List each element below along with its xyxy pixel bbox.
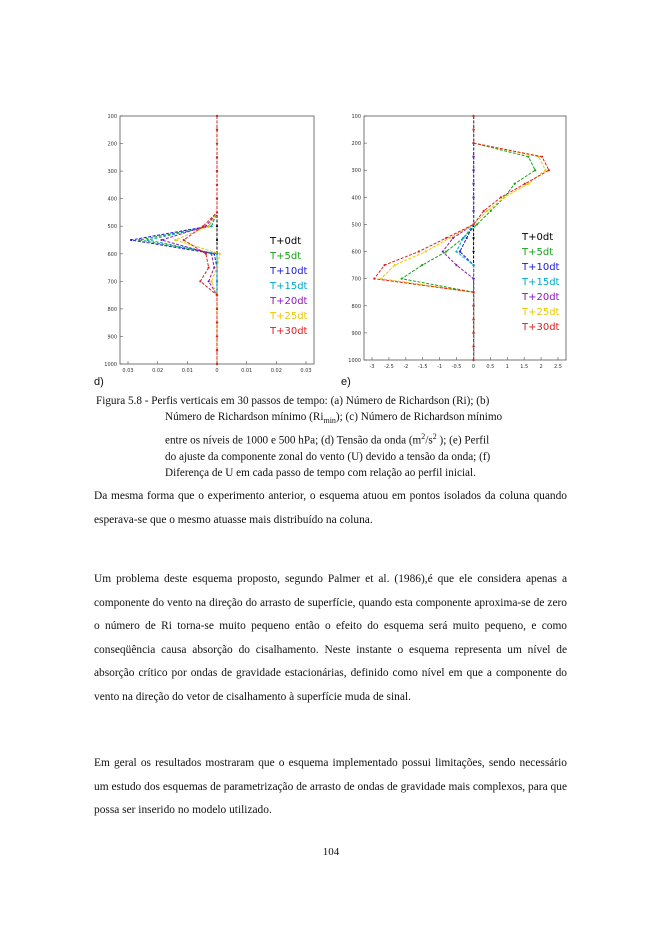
caption-line-2: Número de Richardson mínimo $(Ri_{min})$; (c) Número de Richardson mínimo xyxy=(165,411,503,426)
series-point xyxy=(472,115,474,117)
series-point xyxy=(442,250,444,252)
series-point xyxy=(472,237,474,239)
series-point xyxy=(425,250,427,252)
series-point xyxy=(421,264,423,266)
series-point xyxy=(472,359,474,361)
series-point xyxy=(483,210,485,212)
series-point xyxy=(445,237,447,239)
series-point xyxy=(500,196,502,198)
series-point xyxy=(216,308,218,310)
legend-entry: T+25dt xyxy=(270,311,308,322)
legend-entry: T+15dt xyxy=(522,277,560,288)
y-tick-label: 600 xyxy=(351,249,361,256)
series-point xyxy=(448,237,450,239)
x-tick-label: -2 xyxy=(403,364,409,370)
series-point xyxy=(174,239,176,241)
series-point xyxy=(534,169,536,171)
series-point xyxy=(527,183,529,185)
series-point xyxy=(455,250,457,252)
series-point xyxy=(216,198,218,200)
series-point xyxy=(445,250,447,252)
series-point xyxy=(216,322,218,324)
series-point xyxy=(216,184,218,186)
series-point xyxy=(208,266,210,268)
series-point xyxy=(472,196,474,198)
y-tick-label: 100 xyxy=(107,114,117,120)
y-tick-label: 300 xyxy=(107,169,117,176)
x-tick-label: 0.5 xyxy=(486,364,495,370)
x-tick-label: -1.5 xyxy=(417,364,428,370)
series-point xyxy=(472,142,474,144)
series-point xyxy=(373,278,375,280)
series-point xyxy=(216,225,218,227)
x-tick-label: 0 xyxy=(215,368,219,374)
legend-entry: T+20dt xyxy=(522,292,560,303)
series-point xyxy=(527,156,529,158)
series-point xyxy=(130,239,132,241)
panel-label-e: e) xyxy=(341,376,351,388)
series-line xyxy=(139,116,217,364)
x-tick-label: 0.03 xyxy=(122,368,134,374)
y-tick-label: 500 xyxy=(351,222,361,229)
legend-entry: T+15dt xyxy=(270,281,308,292)
series-point xyxy=(472,305,474,307)
series-line xyxy=(162,116,217,364)
y-tick-label: 600 xyxy=(107,251,117,258)
figure-caption xyxy=(96,393,576,481)
series-point xyxy=(472,223,474,225)
legend-entry: T+5dt xyxy=(270,251,302,262)
series-point xyxy=(219,253,221,255)
series-point xyxy=(548,169,550,171)
series-point xyxy=(452,237,454,239)
series-point xyxy=(472,291,474,293)
x-tick-label: 0.01 xyxy=(241,368,253,374)
caption-first-line: Figura 5.8 - Perfis verticais em 30 passos de tempo: (a) Número de Richardson (Ri); (b) xyxy=(96,395,490,407)
series-line xyxy=(443,116,474,360)
y-tick-label: 800 xyxy=(351,303,361,310)
series-point xyxy=(199,280,201,282)
series-point xyxy=(472,332,474,334)
x-tick-label: -1 xyxy=(437,364,443,370)
x-tick-label: 2 xyxy=(539,364,543,370)
paragraph-3: Em geral os resultados mostraram que o esquema implementado possui limitações, sendo necessário um estudo dos esquemas de parametrização de arrasto de ondas de gravidade mais complexos, para que possa ser inserido no modelo utilizado. xyxy=(94,757,567,816)
chart-d-svg xyxy=(94,108,322,380)
series-point xyxy=(216,115,218,117)
x-tick-label: 1.5 xyxy=(520,364,529,370)
y-tick-label: 900 xyxy=(107,334,117,341)
series-point xyxy=(466,237,468,239)
y-tick-label: 200 xyxy=(107,141,117,148)
series-point xyxy=(216,142,218,144)
series-point xyxy=(490,210,492,212)
x-tick-label: 1 xyxy=(505,364,509,370)
series-line xyxy=(131,116,217,364)
series-point xyxy=(472,250,474,252)
series-point xyxy=(401,278,403,280)
page-number: 104 xyxy=(322,846,340,858)
series-point xyxy=(147,239,149,241)
series-point xyxy=(208,280,210,282)
y-tick-label: 900 xyxy=(351,330,361,337)
series-point xyxy=(160,239,162,241)
series-point xyxy=(216,211,218,213)
series-point xyxy=(544,169,546,171)
series-point xyxy=(472,318,474,320)
paragraph-2: Um problema deste esquema proposto, segundo Palmer et al. (1986),é que ele considera apenas a componente do vento na direção do arrasto de superfície, quando esta componente aproxima-se de zero o número de Ri torna-se muito pequeno então o efeito do esquema será muito pequeno, e como conseqüência causa absorção do cisalhamento. Neste instante o esquema representa um nível de absorção crítico por ondas de gravidade estacionárias, definido como nível em que a componente do vento na direção do vetor de cisalhamento à superfície muda de sinal. xyxy=(94,573,567,703)
series-point xyxy=(472,210,474,212)
y-tick-label: 400 xyxy=(351,195,361,202)
series-point xyxy=(210,253,212,255)
chart-e xyxy=(338,108,574,380)
chart-e-svg xyxy=(338,108,574,380)
x-tick-label: -2.5 xyxy=(384,364,394,370)
legend-entry: T+25dt xyxy=(522,307,560,318)
legend-entry: T+10dt xyxy=(270,266,308,277)
series-point xyxy=(216,266,218,268)
x-tick-label: 0.03 xyxy=(300,368,312,374)
series-point xyxy=(541,156,543,158)
series-point xyxy=(216,170,218,172)
series-point xyxy=(514,183,516,185)
y-tick-label: 1000 xyxy=(104,362,117,368)
series-point xyxy=(472,345,474,347)
series-point xyxy=(418,250,420,252)
x-tick-label: -0.5 xyxy=(451,364,462,370)
series-line xyxy=(402,116,536,360)
series-point xyxy=(476,223,478,225)
legend-entry: T+0dt xyxy=(270,236,302,247)
series-point xyxy=(205,253,207,255)
y-tick-label: 200 xyxy=(351,141,361,148)
series-point xyxy=(459,250,461,252)
series-point xyxy=(216,129,218,131)
caption-line-5: Diferença de U em cada passo de tempo com relação ao perfil inicial. xyxy=(165,466,476,479)
series-line xyxy=(175,116,219,364)
series-point xyxy=(216,156,218,158)
series-point xyxy=(472,128,474,130)
legend-entry: T+20dt xyxy=(270,296,308,307)
series-point xyxy=(208,225,210,227)
series-point xyxy=(524,183,526,185)
series-point xyxy=(472,264,474,266)
y-tick-label: 100 xyxy=(351,114,361,120)
y-tick-label: 500 xyxy=(107,224,117,231)
y-tick-label: 800 xyxy=(107,306,117,313)
series-point xyxy=(210,225,212,227)
series-point xyxy=(455,264,457,266)
y-tick-label: 700 xyxy=(351,276,361,283)
legend-entry: T+5dt xyxy=(522,247,554,258)
series-point xyxy=(383,264,385,266)
series-point xyxy=(213,266,215,268)
legend-entry: T+30dt xyxy=(270,326,308,337)
series-line xyxy=(456,116,473,360)
series-point xyxy=(216,335,218,337)
series-point xyxy=(472,156,474,158)
x-tick-label: 0.01 xyxy=(181,368,193,374)
series-point xyxy=(216,294,218,296)
y-tick-label: 400 xyxy=(107,196,117,203)
y-tick-label: 700 xyxy=(107,279,117,286)
legend-entry: T+10dt xyxy=(522,262,560,273)
series-point xyxy=(202,225,204,227)
x-tick-label: 0.02 xyxy=(270,368,282,374)
x-tick-label: -3 xyxy=(369,364,375,370)
panel-label-d: d) xyxy=(94,376,104,388)
series-point xyxy=(462,237,464,239)
series-point xyxy=(216,363,218,365)
caption-line-3: entre os níveis de 1000 e 500 hPa; (d) Tensão da onda ($m^2/s^2$ ); (e) Perfil xyxy=(165,432,490,447)
series-line xyxy=(184,116,217,364)
series-point xyxy=(210,280,212,282)
legend-entry: T+30dt xyxy=(522,322,560,333)
series-point xyxy=(183,239,185,241)
y-tick-label: 300 xyxy=(351,168,361,175)
paragraph-1: Da mesma forma que o experimento anterior, o esquema atuou em pontos isolados da coluna quando esperava-se que o mesmo atuasse mais distribuído na coluna. xyxy=(94,490,567,526)
y-tick-label: 1000 xyxy=(348,358,361,364)
x-tick-label: 2.5 xyxy=(554,364,562,370)
series-point xyxy=(472,278,474,280)
caption-line-4: do ajuste da componente zonal do vento (U) devido a tensão da onda; (f) xyxy=(165,450,491,463)
series-point xyxy=(216,349,218,351)
series-point xyxy=(472,183,474,185)
series-point xyxy=(216,280,218,282)
legend-entry: T+0dt xyxy=(522,232,554,243)
series-point xyxy=(486,210,488,212)
series-line xyxy=(148,116,217,364)
series-point xyxy=(503,196,505,198)
series-point xyxy=(216,239,218,241)
x-tick-label: 0 xyxy=(471,364,476,370)
series-point xyxy=(472,169,474,171)
x-tick-label: 0.02 xyxy=(152,368,164,374)
series-point xyxy=(394,264,396,266)
chart-d xyxy=(94,108,322,380)
